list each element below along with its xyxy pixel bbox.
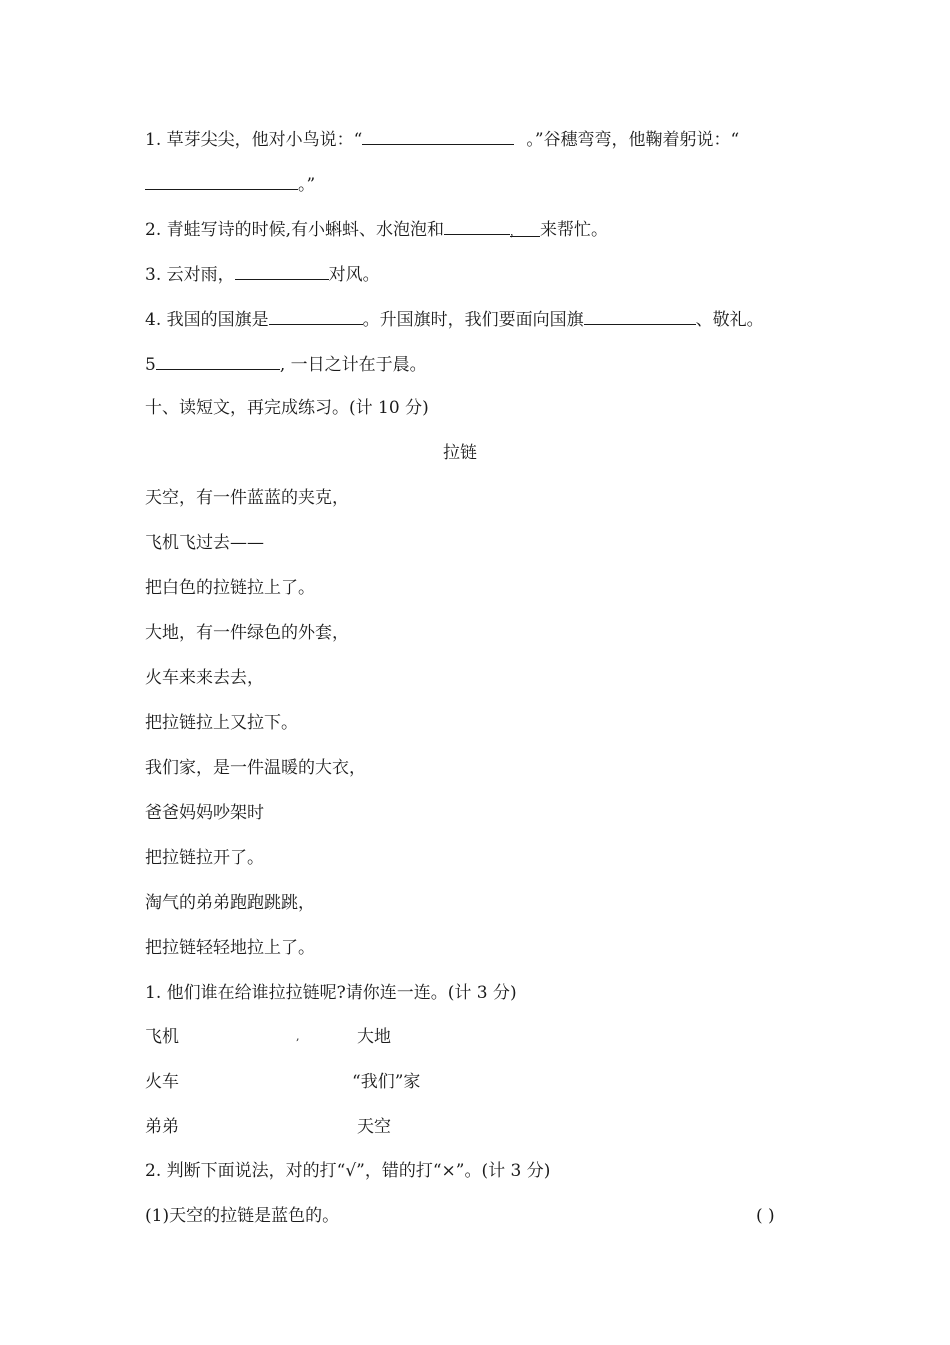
exercise-2-item-1: (1)天空的拉链是蓝色的。 — [145, 1206, 340, 1226]
match-right-item[interactable]: 天空 — [357, 1117, 391, 1137]
blank-2a[interactable] — [444, 216, 510, 235]
blank-2b[interactable] — [510, 218, 540, 237]
question-4-text-b: 。升国旗时，我们要面向国旗 — [362, 310, 584, 330]
question-1-text-b: 。”谷穗弯弯，他鞠着躬说：“ — [526, 130, 740, 150]
question-3-text-a: 3. 云对雨， — [145, 265, 235, 285]
blank-4b[interactable] — [584, 306, 696, 325]
poem-line: 我们家，是一件温暖的大衣， — [145, 758, 366, 778]
match-left-item[interactable]: 弟弟 — [145, 1117, 179, 1137]
match-left-item[interactable]: 飞机 — [145, 1027, 179, 1047]
match-mark: , — [296, 1030, 300, 1043]
answer-parentheses[interactable]: ( ) — [756, 1206, 775, 1226]
poem-line: 爸爸妈妈吵架时 — [145, 803, 264, 823]
question-3 — [145, 261, 380, 287]
blank-1a[interactable] — [362, 126, 514, 145]
blank-1b[interactable] — [145, 171, 298, 190]
match-right-item[interactable]: 大地 — [357, 1027, 391, 1047]
question-4 — [145, 306, 764, 332]
question-5-text-b: , 一日之计在于晨。 — [279, 355, 427, 375]
poem-line: 天空，有一件蓝蓝的夹克， — [145, 488, 349, 508]
match-right-item[interactable]: “我们”家 — [352, 1072, 421, 1092]
question-3-text-b: 对风。 — [328, 265, 380, 285]
poem-title: 拉链 — [443, 443, 477, 463]
question-1-line-1 — [145, 126, 739, 152]
exercise-2-prompt: 2. 判断下面说法，对的打“√”，错的打“×”。(计 3 分) — [145, 1161, 551, 1181]
section-10-heading: 十、读短文，再完成练习。(计 10 分) — [145, 398, 429, 418]
match-left-item[interactable]: 火车 — [145, 1072, 179, 1092]
poem-line: 飞机飞过去—— — [145, 533, 264, 553]
poem-line: 火车来来去去， — [145, 668, 264, 688]
poem-line: 大地，有一件绿色的外套， — [145, 623, 349, 643]
poem-line: 淘气的弟弟跑跑跳跳， — [145, 893, 315, 913]
blank-3[interactable] — [235, 261, 329, 280]
blank-5[interactable] — [156, 351, 280, 370]
blank-4a[interactable] — [269, 306, 363, 325]
question-2-separator: ， — [510, 225, 522, 238]
poem-line: 把白色的拉链拉上了。 — [145, 578, 315, 598]
poem-line: 把拉链拉上又拉下。 — [145, 713, 298, 733]
question-2-text-b: 来帮忙。 — [540, 220, 609, 240]
question-4-text-c: 、敬礼。 — [695, 310, 764, 330]
question-2-text-a: 2. 青蛙写诗的时候,有小蝌蚪、水泡泡和 — [145, 220, 445, 240]
question-1-text-c: 。” — [298, 175, 316, 195]
poem-line: 把拉链轻轻地拉上了。 — [145, 938, 315, 958]
question-5-text-a: 5 — [145, 355, 156, 375]
exercise-1-prompt: 1. 他们谁在给谁拉拉链呢?请你连一连。(计 3 分) — [145, 983, 517, 1003]
question-2 — [145, 216, 608, 242]
question-1-text-a: 1. 草芽尖尖，他对小鸟说：“ — [145, 130, 363, 150]
poem-line: 把拉链拉开了。 — [145, 848, 264, 868]
question-4-text-a: 4. 我国的国旗是 — [145, 310, 269, 330]
question-5 — [145, 351, 427, 377]
question-1-line-2 — [145, 171, 315, 197]
